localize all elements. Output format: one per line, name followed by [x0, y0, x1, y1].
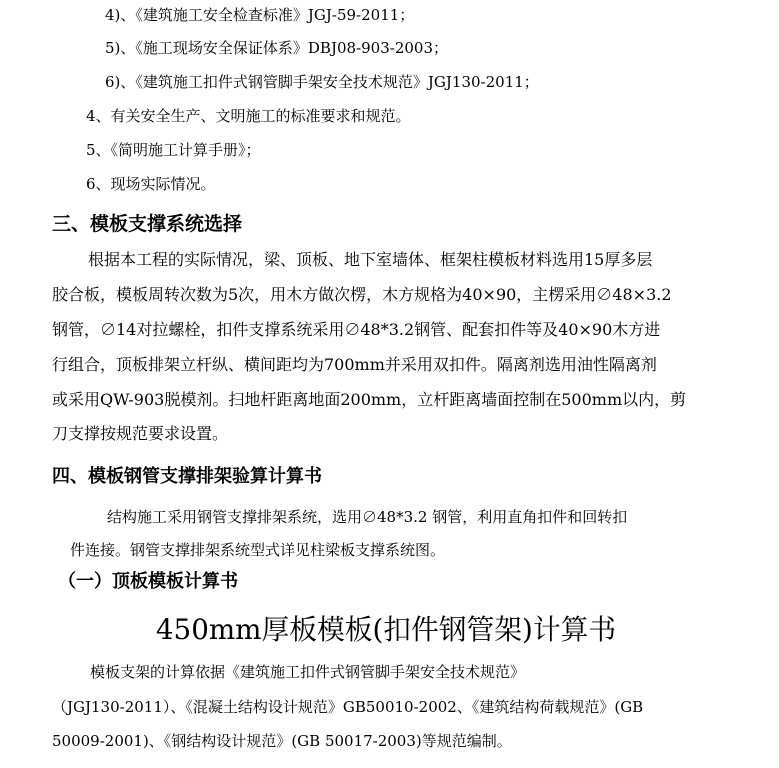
paragraph-line: 或采用QW-903脱模剂。扫地杆距离地面200mm，立杆距离墙面控制在500mm以内，剪 [52, 390, 687, 409]
list-item: 4、有关安全生产、文明施工的标准要求和规范。 [86, 107, 411, 125]
standard-item: 5)、《施工现场安全保证体系》DBJ08-903-2003； [105, 39, 448, 57]
paragraph-line: 50009-2001)、《钢结构设计规范》(GB 50017-2003)等规范编制。 [52, 732, 512, 750]
list-item: 5、《简明施工计算手册》； [86, 141, 261, 159]
section-heading: 三、模板支撑系统选择 [52, 213, 243, 235]
standard-item: 6)、《建筑施工扣件式钢管脚手架安全技术规范》JGJ130-2011； [105, 73, 539, 91]
list-item: 6、现场实际情况。 [86, 175, 216, 193]
subsection-heading: （一）顶板模板计算书 [58, 571, 238, 592]
paragraph-line: 根据本工程的实际情况，梁、顶板、地下室墙体、框架柱模板材料选用15厚多层 [88, 250, 653, 269]
standard-item: 4)、《建筑施工安全检查标准》JGJ-59-2011； [105, 6, 415, 24]
paragraph-line: 结构施工采用钢管支撑排架系统，选用∅48*3.2 钢管，利用直角扣件和回转扣 [107, 508, 628, 526]
paragraph-line: 件连接。钢管支撑排架系统型式详见柱梁板支撑系统图。 [70, 541, 446, 559]
paragraph-line: 模板支架的计算依据《建筑施工扣件式钢管脚手架安全技术规范》 [90, 663, 526, 681]
paragraph-line: 刀支撑按规范要求设置。 [52, 424, 229, 443]
paragraph-line: 行组合，顶板排架立杆纵、横间距均为700mm并采用双扣件。隔离剂选用油性隔离剂 [52, 355, 657, 374]
paragraph-line: （JGJ130-2011）、《混凝土结构设计规范》GB50010-2002、《建筑结构荷载规范》(GB [52, 698, 644, 716]
section-heading: 四、模板钢管支撑排架验算计算书 [52, 466, 322, 487]
calc-title: 450mm厚板模板(扣件钢管架)计算书 [155, 613, 617, 646]
paragraph-line: 钢管，∅14对拉螺栓，扣件支撑系统采用∅48*3.2钢管、配套扣件等及40×90木方进 [52, 320, 661, 339]
paragraph-line: 胶合板，模板周转次数为5次，用木方做次楞，木方规格为40×90，主楞采用∅48×3.2 [52, 285, 672, 304]
